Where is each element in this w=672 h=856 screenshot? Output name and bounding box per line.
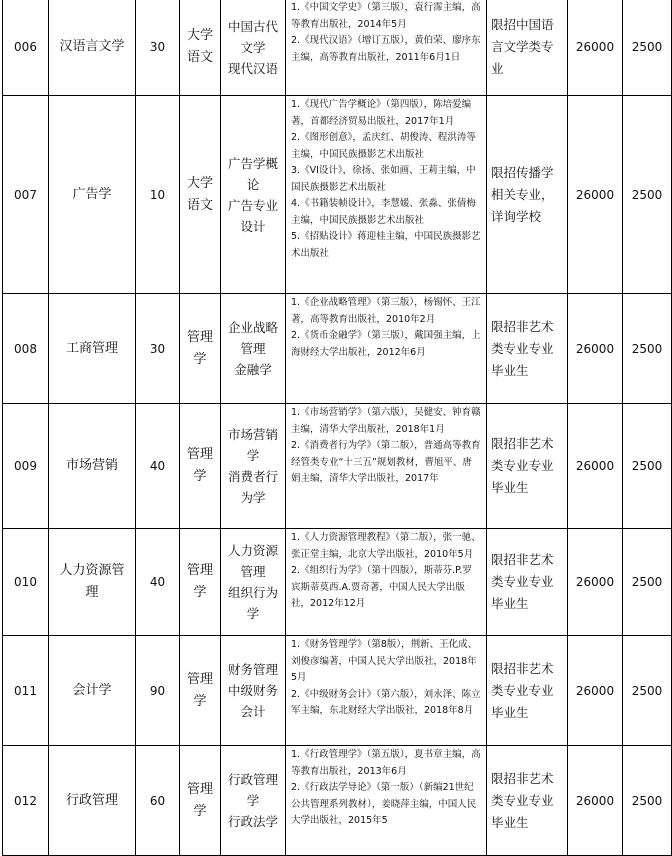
major-name: 汉语言文学 bbox=[49, 0, 136, 96]
reference-books bbox=[286, 636, 487, 746]
lodging-fee: 2500 bbox=[623, 96, 672, 294]
book-entry: 2.《货币金融学》（第三版），戴国强主编，上海财经大学出版社，2012年6月 bbox=[291, 330, 481, 358]
enrollment-count: 60 bbox=[136, 746, 180, 856]
course-name: 金融学 bbox=[234, 362, 272, 377]
reference-books bbox=[286, 529, 487, 636]
reference-books bbox=[286, 96, 487, 294]
book-entry: 2.《行政法学导论》（第一版）（新编21世纪公共管理系列教材），姜晓萍主编，中国人民大学出版社，2015年5 bbox=[291, 782, 477, 826]
professional-courses bbox=[221, 404, 286, 529]
lodging-fee: 2500 bbox=[623, 294, 672, 404]
course-name: 中级财务会计 bbox=[227, 683, 278, 719]
reference-books bbox=[286, 0, 487, 96]
reference-books bbox=[286, 294, 487, 404]
course-name: 企业战略管理 bbox=[227, 320, 278, 356]
reference-books bbox=[286, 404, 487, 529]
tuition-fee: 26000 bbox=[568, 529, 623, 636]
tuition-fee: 26000 bbox=[568, 404, 623, 529]
enrollment-count: 10 bbox=[136, 96, 180, 294]
major-name: 会计学 bbox=[49, 636, 136, 746]
lodging-fee: 2500 bbox=[623, 529, 672, 636]
book-entry: 1.《企业战略管理》（第三版），杨锡怀、王江著，高等教育出版社，2010年2月 bbox=[291, 297, 481, 325]
exam-subject: 管理学 bbox=[180, 294, 221, 404]
major-code: 006 bbox=[3, 0, 49, 96]
table-row bbox=[3, 0, 672, 96]
course-name: 行政法学 bbox=[227, 814, 278, 829]
admission-requirement: 限招中国语言文学类专业 bbox=[487, 0, 568, 96]
exam-subject: 管理学 bbox=[180, 636, 221, 746]
major-code: 011 bbox=[3, 636, 49, 746]
book-entry: 1.《市场营销学》（第六版），吴健安、钟育赣主编，清华大学出版社，2018年1月 bbox=[291, 407, 481, 435]
admission-requirement: 限招非艺术类专业专业毕业生 bbox=[487, 404, 568, 529]
professional-courses bbox=[221, 96, 286, 294]
table-row bbox=[3, 96, 672, 294]
major-code: 012 bbox=[3, 746, 49, 856]
admission-requirement: 限招非艺术类专业专业毕业生 bbox=[487, 746, 568, 856]
table-row bbox=[3, 529, 672, 636]
major-name: 广告学 bbox=[49, 96, 136, 294]
book-entry: 2.《中级财务会计》（第六版），刘永泽、陈立军主编，东北财经大学出版社，2018年8月 bbox=[291, 688, 481, 716]
major-name: 人力资源管理 bbox=[49, 529, 136, 636]
admission-requirement: 限招非艺术类专业专业毕业生 bbox=[487, 294, 568, 404]
book-entry: 2.《组织行为学》（第十四版），斯蒂芬.P.罗宾斯蒂莫西.A.贾奇著，中国人民大学出版社，2012年12月 bbox=[291, 565, 472, 609]
book-entry: 2.《现代汉语》（增订五版），黄伯荣、廖序东主编，高等教育出版社，2011年6月1日 bbox=[291, 35, 481, 63]
exam-subject: 管理学 bbox=[180, 746, 221, 856]
lodging-fee: 2500 bbox=[623, 0, 672, 96]
book-entry: 1.《人力资源管理教程》（第二版），张一驰、张正堂主编，北京大学出版社，2010年5月 bbox=[291, 532, 481, 560]
enrollment-count: 40 bbox=[136, 404, 180, 529]
book-entry: 1.《行政管理学》（第五版），夏书章主编，高等教育出版社，2013年6月 bbox=[291, 749, 481, 777]
course-name: 广告学概论 bbox=[227, 155, 278, 192]
table-row bbox=[3, 746, 672, 856]
admission-requirement: 限招非艺术类专业专业毕业生 bbox=[487, 636, 568, 746]
major-code: 008 bbox=[3, 294, 49, 404]
major-code: 009 bbox=[3, 404, 49, 529]
book-entry: 2.《消费者行为学》（第二版），普通高等教育经管类专业“十三五”规划教材，曹旭平、唐娟主编，清华大学出版社，2017年 bbox=[291, 440, 481, 484]
book-entry: 1.《现代广告学概论》（第四版），陈培爱编著，首都经济贸易出版社，2017年1月 bbox=[291, 99, 472, 127]
course-name: 人力资源管理 bbox=[227, 543, 278, 579]
admission-table bbox=[2, 0, 672, 856]
major-name: 行政管理 bbox=[49, 746, 136, 856]
major-name: 市场营销 bbox=[49, 404, 136, 529]
course-name: 消费者行为学 bbox=[227, 469, 278, 505]
lodging-fee: 2500 bbox=[623, 746, 672, 856]
enrollment-count: 30 bbox=[136, 294, 180, 404]
professional-courses bbox=[221, 636, 286, 746]
course-name: 组织行为学 bbox=[227, 585, 278, 621]
course-name: 行政管理学 bbox=[227, 772, 278, 808]
course-name: 市场营销学 bbox=[227, 427, 278, 463]
enrollment-count: 30 bbox=[136, 0, 180, 96]
tuition-fee: 26000 bbox=[568, 636, 623, 746]
major-name: 工商管理 bbox=[49, 294, 136, 404]
tuition-fee: 26000 bbox=[568, 294, 623, 404]
admission-requirement: 限招非艺术类专业专业毕业生 bbox=[487, 529, 568, 636]
book-entry: 1.《财务管理学》（第8版），荆新、王化成、刘俊彦编著，中国人民大学出版社，2018年5月 bbox=[291, 639, 478, 683]
professional-courses bbox=[221, 529, 286, 636]
tuition-fee: 26000 bbox=[568, 96, 623, 294]
table-row bbox=[3, 294, 672, 404]
table-row bbox=[3, 404, 672, 529]
exam-subject: 大学语文 bbox=[180, 96, 221, 294]
exam-subject: 管理学 bbox=[180, 529, 221, 636]
admission-requirement: 限招传播学相关专业，详询学校 bbox=[487, 96, 568, 294]
book-entry: 5.《招贴设计》蒋迎桂主编，中国民族摄影艺术出版社 bbox=[291, 231, 481, 259]
lodging-fee: 2500 bbox=[623, 404, 672, 529]
exam-subject: 管理学 bbox=[180, 404, 221, 529]
table-row bbox=[3, 636, 672, 746]
professional-courses bbox=[221, 746, 286, 856]
course-name: 财务管理 bbox=[227, 662, 278, 677]
exam-subject: 大学语文 bbox=[180, 0, 221, 96]
tuition-fee: 26000 bbox=[568, 0, 623, 96]
book-entry: 4.《书籍装帧设计》，李慧媛、张淼、张倩梅主编，中国民族摄影艺术出版社 bbox=[291, 198, 476, 226]
major-code: 010 bbox=[3, 529, 49, 636]
professional-courses bbox=[221, 0, 286, 96]
tuition-fee: 26000 bbox=[568, 746, 623, 856]
professional-courses bbox=[221, 294, 286, 404]
enrollment-count: 40 bbox=[136, 529, 180, 636]
enrollment-count: 90 bbox=[136, 636, 180, 746]
book-entry: 2.《图形创意》，孟庆红、胡俊涛、程洪涛等主编，中国民族摄影艺术出版社 bbox=[291, 132, 476, 160]
course-name: 中国古代文学 bbox=[227, 18, 278, 55]
course-name: 广告专业设计 bbox=[227, 197, 278, 234]
book-entry: 3.《VI设计》，徐扬、张如画、王莉主编，中国民族摄影艺术出版社 bbox=[291, 165, 476, 193]
reference-books bbox=[286, 746, 487, 856]
course-name: 现代汉语 bbox=[227, 60, 278, 76]
lodging-fee: 2500 bbox=[623, 636, 672, 746]
major-code: 007 bbox=[3, 96, 49, 294]
book-entry: 1.《中国文学史》（第三版），袁行霈主编，高等教育出版社，2014年5月 bbox=[291, 2, 481, 30]
